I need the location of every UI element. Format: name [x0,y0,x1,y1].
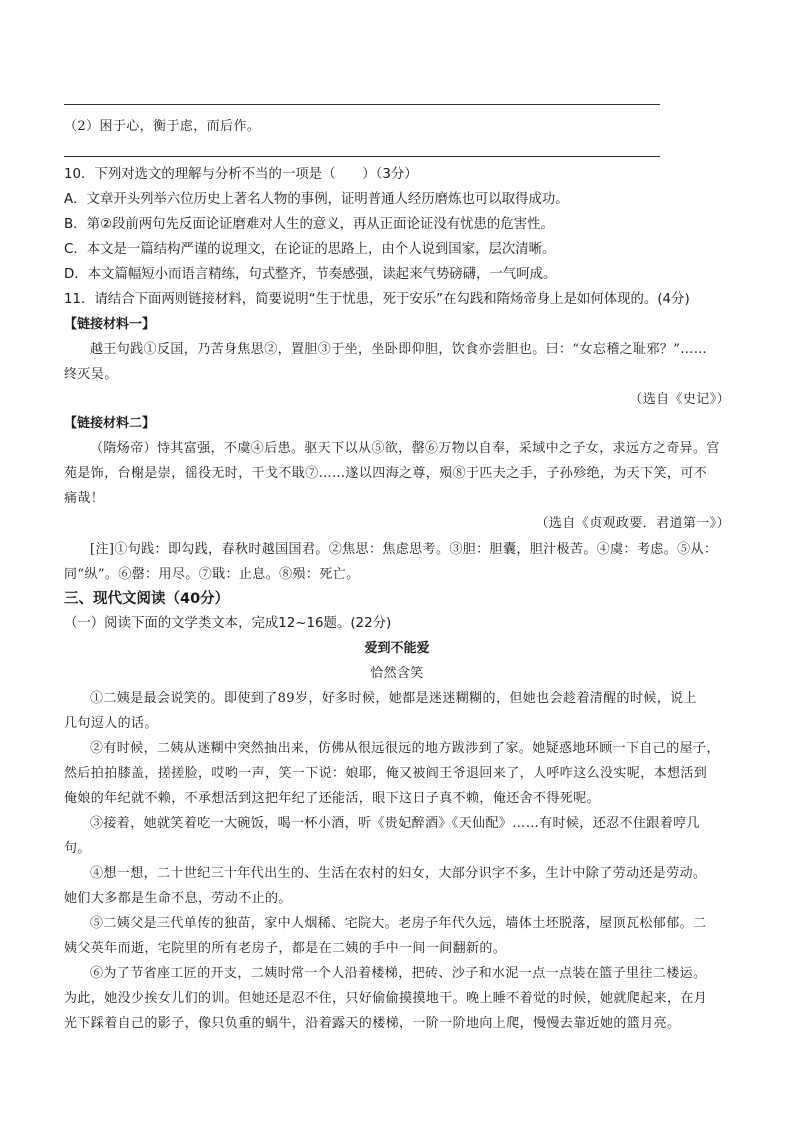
p6-line2: 为此，她没少挨女儿们的训。但她还是忍不住，只好偷偷摸摸地干。晚上睡不着觉的时候，她就爬起来，在月 [64,991,708,1006]
material2-line3: 痛哉！ [64,491,105,506]
p1-line2: 几句逗人的话。 [64,716,158,731]
material1-source: （选自《史记》） [629,392,730,407]
article-title: 爱到不能爱 [364,641,430,656]
p2-line2: 然后拍拍膝盖，搓搓脸，哎哟一声，笑一下说：娘耶，俺又被阎王爷退回来了，人呼咋这么没实呢，本想活到 [64,766,708,781]
section3-sub1: （一）阅读下面的文学类文本，完成12~16题。(22分) [64,616,392,631]
q10-stem: 10．下列对选文的理解与分析不当的一项是（ ）（3分） [64,167,418,182]
material1-heading: 【链接材料一】 [64,317,156,332]
p4-line1: ④想一想，二十世纪三十年代出生的、生活在农村的妇女，大部分识字不多，生计中除了劳动还是劳动。 [90,866,707,881]
material1-line1: 越王句践①反国，乃苦身焦思②，置胆③于坐，坐卧即仰胆，饮食亦尝胆也。曰：“女忘稽之耻邪？”…… [90,342,708,357]
p1-line1: ①二姨是最会说笑的。即使到了89岁，好多时候，她都是迷迷糊糊的，但她也会趁着清醒的时候，说上 [90,691,697,706]
article-author: 恰然含笑 [370,666,424,681]
answer-line-2 [64,156,660,157]
q10-option-c: C．本文是一篇结构严谨的说理文，在论证的思路上，由个人说到国家，层次清晰。 [64,242,556,257]
material2-line1: （隋炀帝）恃其富强，不虞④后患。驱天下以从⑤欲，罄⑥万物以自奉，采域中之子女，求远方之奇异。宫 [90,441,720,456]
material2-source: （选自《贞观政要．君道第一》） [535,516,730,531]
q10-option-b: B．第②段前两句先反面论证磨难对人生的意义，再从正面论证没有忧患的危害性。 [64,217,554,232]
p3-line2: 句。 [64,841,91,856]
q9-item2: （2）困于心，衡于虑，而后作。 [64,119,261,134]
p5-line1: ⑤二姨父是三代单传的独苗，家中人烟稀、宅院大。老房子年代久远，墙体土坯脱落，屋顶瓦松郁郁。二 [90,916,707,931]
p6-line3: 光下踩着自己的影子，像只负重的蜗牛，沿着露天的楼梯，一阶一阶地向上爬，慢慢去靠近她的篮月亮。 [64,1016,681,1031]
q11-stem: 11．请结合下面两则链接材料，简要说明“生于忧患，死于安乐”在勾践和隋炀帝身上是如何体现的。(4分) [64,292,690,307]
answer-line-1 [64,104,660,105]
material1-line2: 终灭吴。 [64,367,118,382]
p5-line2: 姨父英年而逝，宅院里的所有老房子，都是在二姨的手中一间一间翻新的。 [64,941,507,956]
q10-option-d: D．本文篇幅短小而语言精练，句式整齐，节奏感强，读起来气势磅礴，一气呵成。 [64,267,557,282]
q10-option-a: A．文章开头列举六位历史上著名人物的事例，证明普通人经历磨炼也可以取得成功。 [64,192,569,207]
p2-line1: ②有时候，二姨从迷糊中突然抽出来，仿佛从很远很远的地方跋涉到了家。她疑惑地环顾一下自己的屋子， [90,741,720,756]
p3-line1: ③接着，她就笑着吃一大碗饭，喝一杯小酒，听《贵妃醉酒》《天仙配》……有时候，还忍不住跟着哼几 [90,816,700,831]
section3-title: 三、现代文阅读（40分） [64,591,230,607]
material2-heading: 【链接材料二】 [64,416,156,431]
p2-line3: 俺娘的年纪就不赖，不承想活到这把年纪了还能活，眼下这日子真不赖，俺还舍不得死呢。 [64,791,601,806]
notes-line1: [注]①句践：即勾践，春秋时越国国君。②焦思：焦虑思考。③胆：胆囊，胆汁极苦。④虞：考虑。⑤从： [90,542,718,557]
material2-line2: 苑是饰，台榭是崇，徭役无时，干戈不戢⑦……遂以四海之尊，殒⑧于匹夫之手，子孙殄绝，为天下笑，可不 [64,466,708,481]
notes-line2: 同“纵”。⑥罄：用尽。⑦戢：止息。⑧殒：死亡。 [64,567,360,582]
p6-line1: ⑥为了节省座工匠的开支，二姨时常一个人沿着楼梯，把砖、沙子和水泥一点一点装在篮子里往二楼运。 [90,966,707,981]
p4-line2: 她们大多都是生命不息，劳动不止的。 [64,891,292,906]
